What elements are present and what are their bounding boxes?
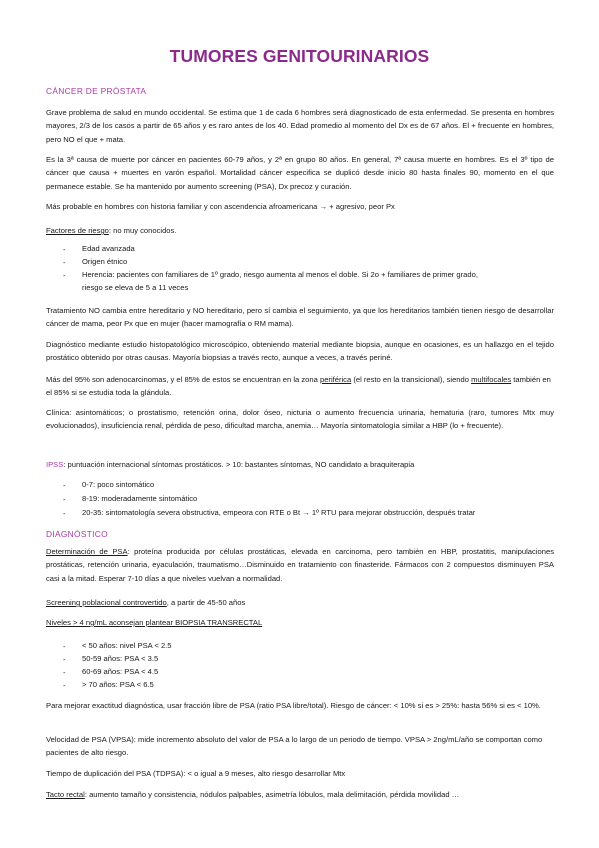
multifocales-term: multifocales — [471, 375, 512, 384]
bullet-dash: - — [63, 655, 66, 664]
psa-text: : proteína producida por células prostáticas, elevada en carcinoma, pero también en HBP, prostatitis, manipulaciones prostáticas, retención urinaria, eyaculación, traumatismo…Disminuido en tratamiento con finasteride. Fármacos con 2 compuestos disminuyen PSA casi a la mitad. Esperar 7-10 días a que niveles vuelvan a normalidad. — [46, 547, 554, 583]
adeno-text-1: Más del 95% son adenocarcinomas, y el 85% de estos se encuentran en la zona — [46, 375, 320, 384]
ipss-label: IPSS — [46, 460, 64, 469]
psa-age-item: 50-59 años: PSA < 3.5 — [82, 654, 159, 663]
psa-age-item: 60-69 años: PSA < 4.5 — [82, 667, 159, 676]
bullet-dash: - — [63, 495, 66, 504]
paragraph-family-history: Más probable en hombres con historia familiar y con ascendencia afroamericana → + agresivo, peor Px — [46, 202, 395, 211]
tacto-text: : aumento tamaño y consistencia, nódulos palpables, asimetría lóbulos, mala delimitación, pérdida movilidad … — [84, 790, 460, 799]
bullet-dash: - — [63, 481, 66, 490]
paragraph-mortality: Es la 3ª causa de muerte por cáncer en pacientes 60-79 años, y 2ª en grupo 80 años. En general, 7ª causa muerte en hombres. Es el 3º tipo de cáncer que causa + muertes en varón español. Mortalidad cáncer especifica se duplicó desde inicio 80 hasta finales 90, momento en el que permanece estable. Se ha mantenido por aumento screening (PSA), Dx precoz y curación. — [46, 155, 554, 191]
section-heading-prostate: CÁNCER DE PRÓSTATA — [46, 86, 147, 96]
bullet-dash: - — [63, 509, 66, 518]
risk-item: Origen étnico — [82, 257, 128, 266]
psa-age-item: < 50 años: nivel PSA < 2.5 — [82, 641, 172, 650]
bullet-dash: - — [63, 258, 66, 267]
ipss-item: 0-7: poco sintomático — [82, 480, 155, 489]
paragraph-risk-factors — [46, 224, 554, 237]
paragraph-diagnosis-biopsy: Diagnóstico mediante estudio histopatológico microscópico, obteniendo material mediante biopsia, aunque en ocasiones, es un hallazgo en el tejido prostático obtenido por otras causas. Mayoría biopsias a través recto, aunque a veces, a través periné. — [46, 340, 554, 363]
bullet-dash: - — [63, 681, 66, 690]
paragraph-tacto-rectal — [46, 788, 554, 801]
risk-factors-label: Factores de riesgo — [46, 226, 109, 235]
risk-item: Edad avanzada — [82, 244, 135, 253]
risk-item: Herencia: pacientes con familiares de 1º grado, riesgo aumenta al menos el doble. Si 2o + familiares de primer grado, — [82, 270, 478, 279]
ipss-item: 20-35: sintomatología severa obstructiva, empeora con RTE o Bt → 1º RTU para mejorar obstrucción, después tratar — [82, 508, 476, 517]
screening-text: , a partir de 45-50 años — [166, 598, 246, 607]
paragraph-screening — [46, 596, 554, 609]
ipss-item: 8-19: moderadamente sintomático — [82, 494, 198, 503]
paragraph-treatment: Tratamiento NO cambia entre hereditario y NO hereditario, pero sí cambia el seguimiento, ya que los hereditarios también tienen riesgo de desarrollar cáncer de mama, peor Px que en mujer (hacer mamografía o RM mama). — [46, 306, 554, 329]
tacto-label: Tacto rectal — [46, 790, 85, 799]
ipss-text: : puntuación internacional síntomas prostáticos. > 10: bastantes síntomas, NO candidato a braquiterapia — [63, 460, 415, 469]
niveles-text: Niveles > 4 ng/mL aconsejan plantear BIOPSIA TRANSRECTAL — [46, 618, 263, 627]
paragraph-vpsa: Velocidad de PSA (VPSA): mide incremento absoluto del valor de PSA a lo largo de un periodo de tiempo. VPSA > 2ng/mL/año se comportan como pacientes de alto riesgo. — [46, 735, 543, 758]
section-heading-diagnosis: DIAGNÓSTICO — [46, 529, 108, 539]
paragraph-clinical: Clínica: asintomáticos; o prostatismo, retención orina, dolor óseo, nicturia o aumento frecuencia urinaria, hematuria (raro, tumores Mtx muy evolucionados), insuficiencia renal, pérdida de peso, dificultad marcha, anemia… Mayoría sintomatología similar a HBP (lo + frecuente). — [46, 408, 554, 431]
psa-label: Determinación de PSA — [46, 547, 128, 556]
adeno-text-2: (el resto en la transicional), siendo — [351, 375, 472, 384]
paragraph-ipss — [46, 458, 554, 471]
paragraph-intro: Grave problema de salud en mundo occidental. Se estima que 1 de cada 6 hombres será diagnosticado de esta enfermedad. Se presenta en hombres mayores, 2/3 de los casos a partir de 65 años y es raro antes de los 40. Edad promedio al momento del Dx es de 67 años. El + frecuente en hombres, pero NO el que + mata. — [46, 108, 554, 144]
bullet-dash: - — [63, 245, 66, 254]
paragraph-psa — [46, 545, 554, 585]
paragraph-adenocarcinoma — [46, 373, 554, 400]
bullet-dash: - — [63, 271, 66, 280]
paragraph-tdpsa: Tiempo de duplicación del PSA (TDPSA): < o igual a 9 meses, alto riesgo desarrollar Mtx — [46, 769, 346, 778]
paragraph-free-psa: Para mejorar exactitud diagnóstica, usar fracción libre de PSA (ratio PSA libre/total). Riesgo de cáncer: < 10% si es > 25%: hasta 56% si es < 10%. — [46, 701, 541, 710]
risk-factors-text: : no muy conocidos. — [108, 226, 177, 235]
bullet-dash: - — [63, 642, 66, 651]
psa-age-item: > 70 años: PSA < 6.5 — [82, 680, 154, 689]
adeno-text-3: también en el 85% si se estudia toda la glándula. — [46, 375, 551, 398]
risk-item-continuation: riesgo se eleva de 5 a 11 veces — [82, 283, 189, 292]
page-title: TUMORES GENITOURINARIOS — [169, 46, 430, 66]
periferica-term: periférica — [319, 375, 352, 384]
bullet-dash: - — [63, 668, 66, 677]
paragraph-niveles — [46, 616, 554, 629]
screening-label: Screening poblacional controvertido — [46, 598, 167, 607]
